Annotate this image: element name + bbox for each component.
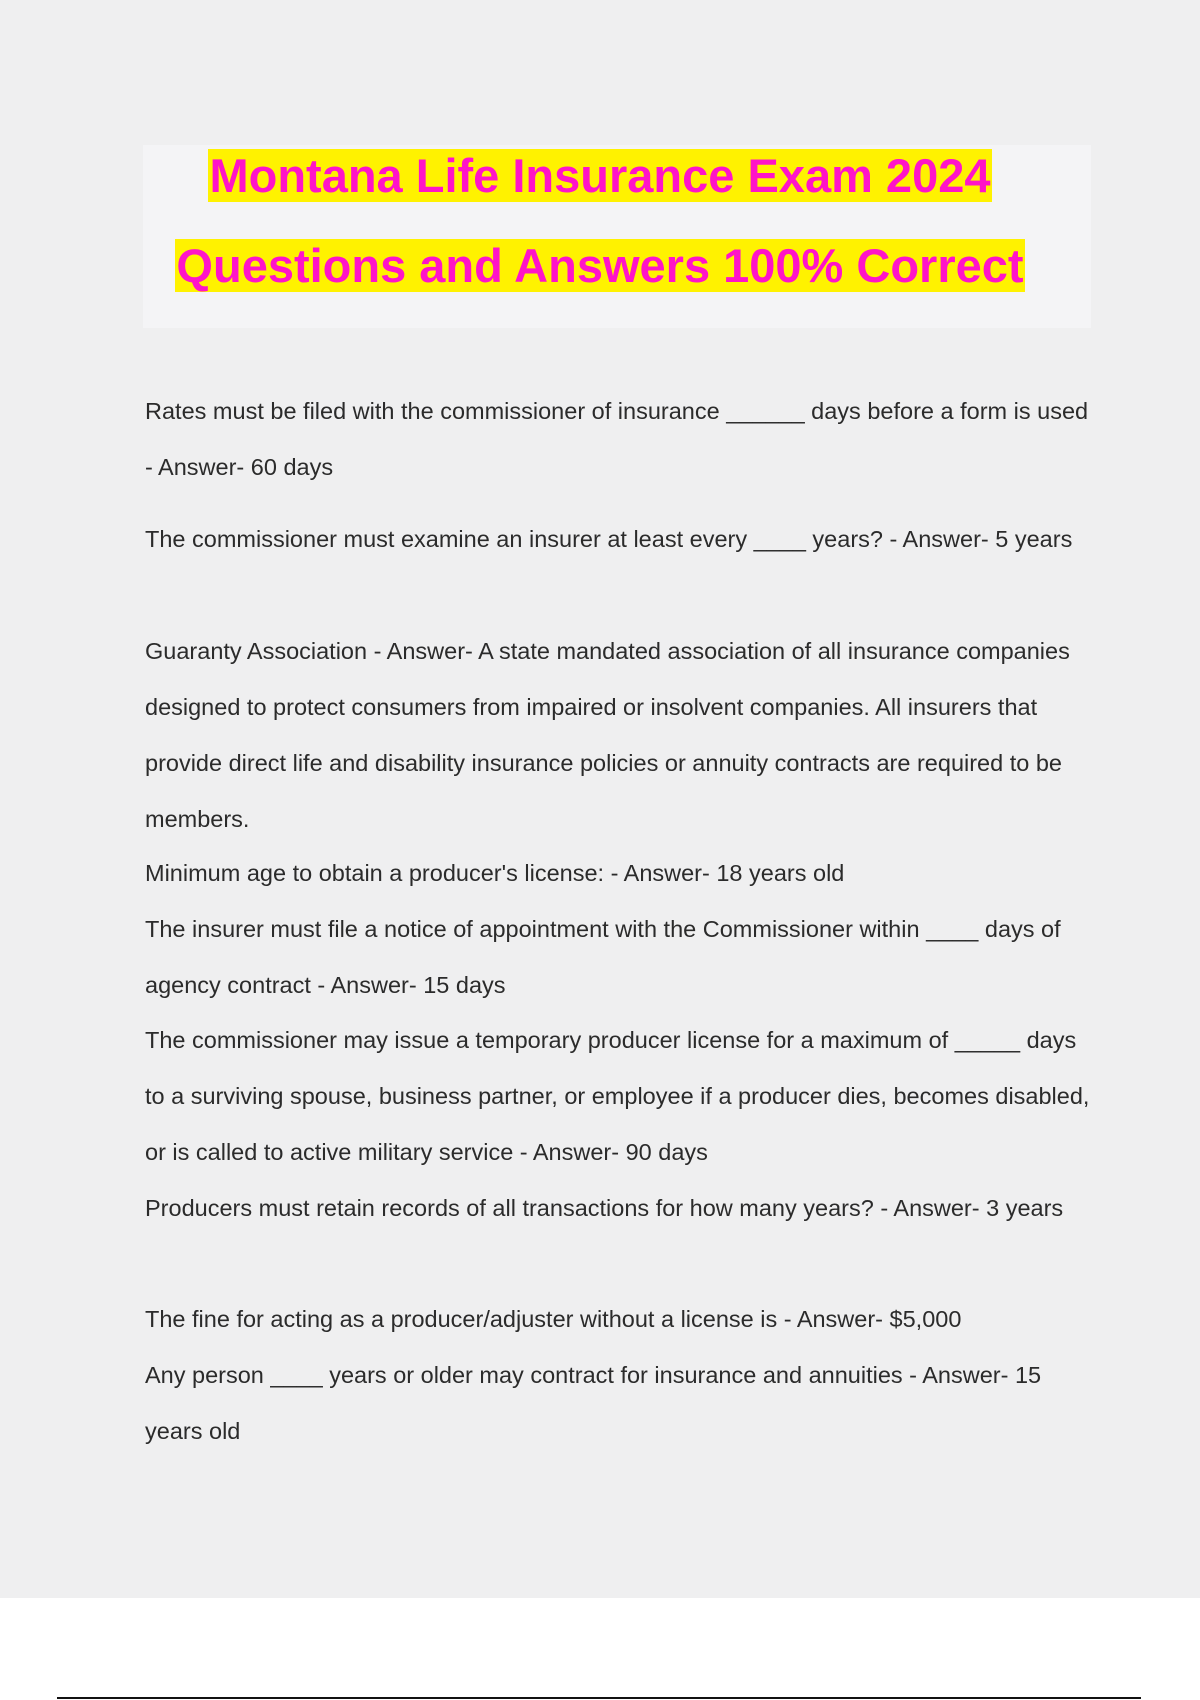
qa-item-contract-age: Any person ____ years or older may contract for insurance and annuities - Answer- 15 years old [145, 1362, 1042, 1444]
document-title-line-2: Questions and Answers 100% Correct [176, 239, 1024, 292]
qa-item-temporary-license: The commissioner may issue a temporary producer license for a maximum of _____ days to a surviving spouse, business partner, or employee if a producer dies, becomes disabled, or is called to active military service - Answer- 90 days [145, 1027, 1090, 1165]
document-title-line-1: Montana Life Insurance Exam 2024 [209, 149, 991, 202]
qa-item-guaranty-association: Guaranty Association - Answer- A state mandated association of all insurance companies designed to protect consumers from impaired or insolvent companies. All insurers that provide direct life and disability insurance policies or annuity contracts are required to be members. [145, 638, 1070, 832]
qa-item-record-retention: Producers must retain records of all transactions for how many years? - Answer- 3 years [145, 1195, 1064, 1221]
qa-item-insurer-examination: The commissioner must examine an insurer at least every ____ years? - Answer- 5 years [145, 526, 1073, 552]
qa-item-unlicensed-fine: The fine for acting as a producer/adjuster without a license is - Answer- $5,000 [145, 1306, 962, 1332]
qa-item-rates-filing: Rates must be filed with the commissioner of insurance ______ days before a form is used - Answer- 60 days [145, 398, 1089, 480]
qa-item-notice-of-appointment: The insurer must file a notice of appointment with the Commissioner within ____ days of agency contract - Answer- 15 days [145, 916, 1061, 998]
footer-divider [57, 1697, 1141, 1699]
qa-item-minimum-age: Minimum age to obtain a producer's license: - Answer- 18 years old [145, 860, 845, 886]
